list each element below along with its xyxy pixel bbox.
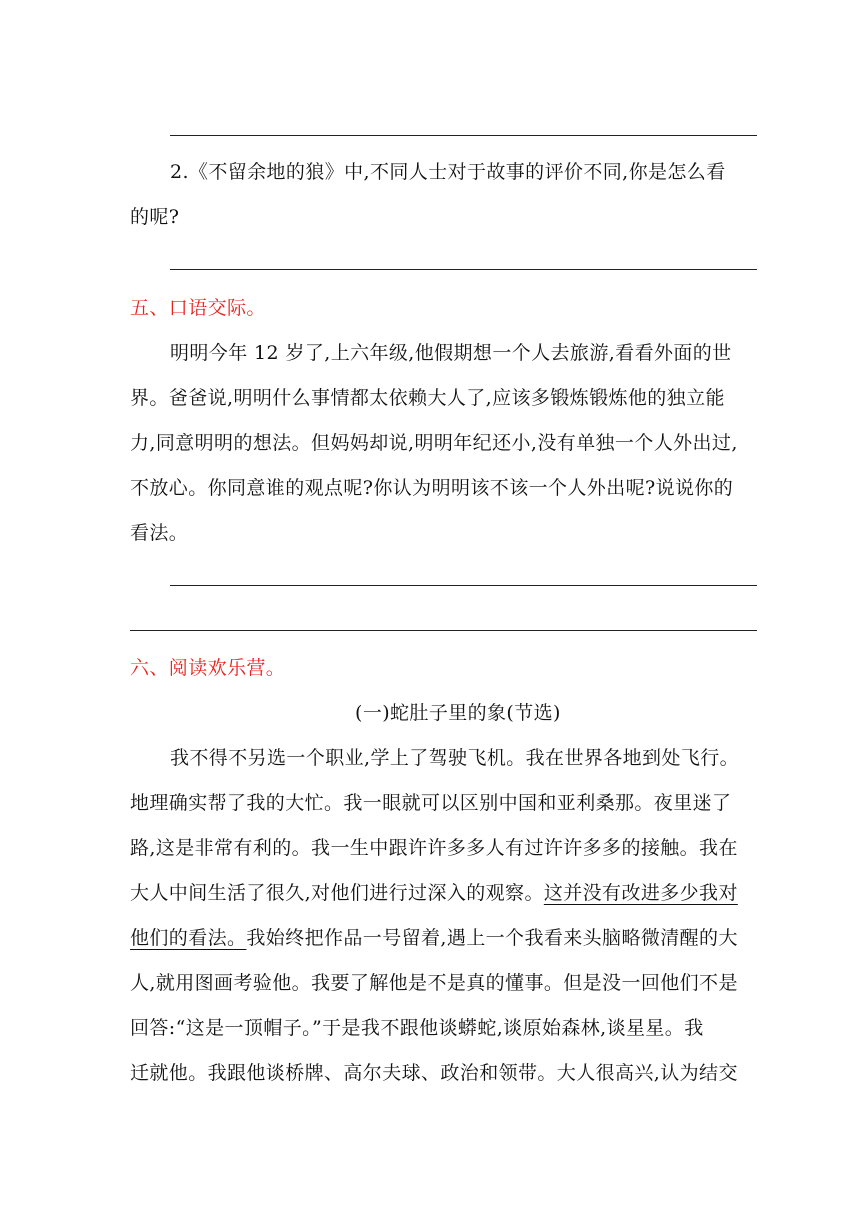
underlined-sentence-cont: 他们的看法。 bbox=[130, 927, 247, 949]
answer-line bbox=[170, 269, 757, 270]
section-5-paragraph-line: 看法。 bbox=[130, 522, 189, 544]
question-2-text-cont: 的呢? bbox=[130, 206, 180, 228]
section-5-paragraph-line: 界。爸爸说,明明什么事情都太依赖大人了,应该多锻炼锻炼他的独立能 bbox=[130, 387, 725, 409]
passage-line bbox=[130, 918, 738, 958]
section-5-paragraph-line: 不放心。你同意谁的观点呢?你认为明明该不该一个人外出呢?说说你的 bbox=[130, 477, 734, 499]
passage-line bbox=[130, 873, 738, 913]
section-5-paragraph-line: 明明今年 12 岁了,上六年级,他假期想一个人去旅游,看看外面的世 bbox=[170, 342, 732, 364]
passage-line: 地理确实帮了我的大忙。我一眼就可以区别中国和亚利桑那。夜里迷了 bbox=[130, 792, 732, 814]
answer-line bbox=[130, 630, 757, 631]
underlined-sentence: 这并没有改进多少我对 bbox=[543, 882, 738, 904]
passage-line: 回答:“这是一顶帽子。”于是我不跟他谈蟒蛇,谈原始森林,谈星星。我 bbox=[130, 1017, 704, 1039]
passage-line: 路,这是非常有利的。我一生中跟许许多多人有过许许多多的接触。我在 bbox=[130, 837, 738, 859]
passage-line: 迁就他。我跟他谈桥牌、高尔夫球、政治和领带。大人很高兴,认为结交 bbox=[130, 1062, 738, 1084]
section-6-heading: 六、阅读欢乐营。 bbox=[130, 657, 286, 679]
answer-line bbox=[170, 135, 757, 136]
section-5-heading: 五、口语交际。 bbox=[130, 297, 266, 319]
passage-text: 大人中间生活了很久,对他们进行过深入的观察。 bbox=[130, 882, 544, 904]
section-5-paragraph-line: 力,同意明明的想法。但妈妈却说,明明年纪还小,没有单独一个人外出过, bbox=[130, 432, 738, 454]
passage-line: 我不得不另选一个职业,学上了驾驶飞机。我在世界各地到处飞行。 bbox=[170, 747, 740, 769]
passage-text: 我始终把作品一号留着,遇上一个我看来头脑略微清醒的大 bbox=[246, 927, 738, 949]
question-2-text: 2.《不留余地的狼》中,不同人士对于故事的评价不同,你是怎么看 bbox=[170, 161, 726, 183]
passage-title: (一)蛇肚子里的象(节选) bbox=[355, 702, 561, 724]
answer-line bbox=[170, 585, 757, 586]
passage-line: 人,就用图画考验他。我要了解他是不是真的懂事。但是没一回他们不是 bbox=[130, 972, 738, 994]
